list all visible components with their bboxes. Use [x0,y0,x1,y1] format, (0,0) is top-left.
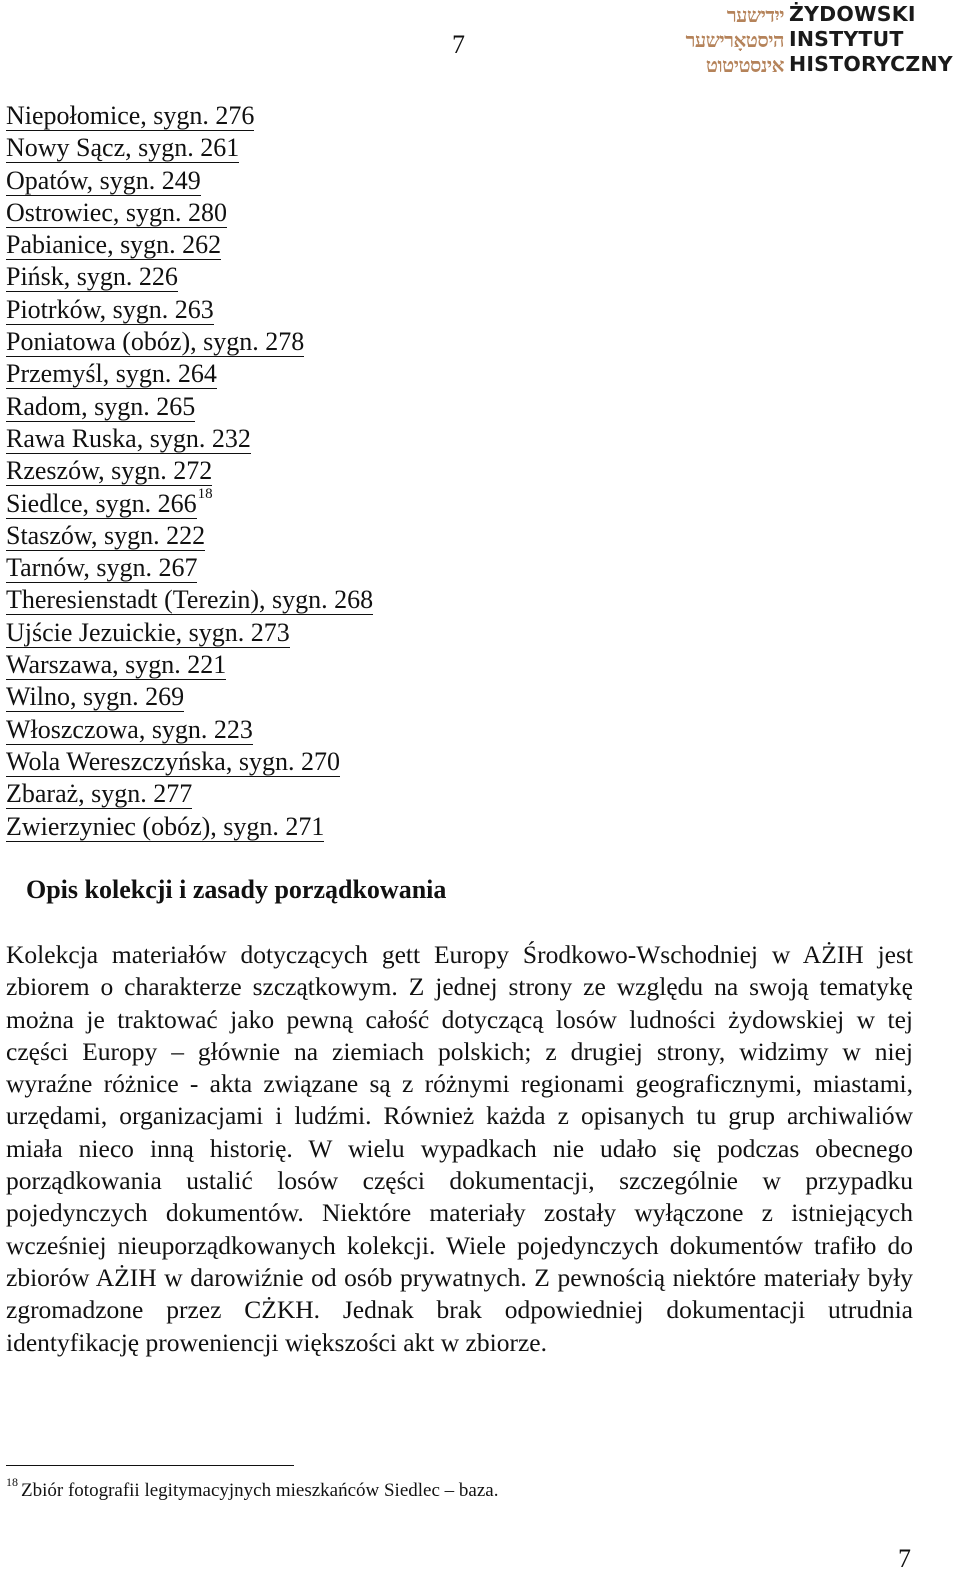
list-item[interactable] [6,485,373,520]
index-link[interactable]: Theresienstadt (Terezin), sygn. 268 [6,585,374,615]
page-number-bottom: 7 [898,1544,911,1573]
index-link[interactable]: Przemyśl, sygn. 264 [6,359,217,389]
logo-latin-text [789,2,958,77]
list-item[interactable] [6,584,373,616]
body-paragraph: Kolekcja materiałów dotyczących gett Europy Środkowo-Wschodniej w AŻIH jest zbiorem o charakterze szczątkowym. Z jednej strony ze względu na swoją tematykę można je traktować jako pewną całość dotyczącą losów ludności żydowskiej w tej części Europy – głównie na ziemiach polskich; z drugiej strony, widzimy w niej wyraźne różnice - akta związane są z różnymi regionami geograficznymi, miastami, urzędami, organizacjami i ludźmi. Również każda z opisanych tu grup archiwaliów miała nieco inną historię. W wielu wypadkach nie udało się podczas obecnego porządkowania ustalić losów części dokumentacji, szczególnie w przypadku pojedynczych dokumentów. Niektóre materiały zostały wyłączone z istniejących wcześniej nieuporządkowanych kolekcji. Wiele pojedynczych dokumentów trafiło do zbiorów AŻIH w darowiźnie od osób prywatnych. Z pewnością niektóre materiały były zgromadzone przez CŻKH. Jednak brak odpowiedniej dokumentacji utrudnia identyfikację proweniencji większości akt w zbiorze. [6,940,913,1357]
logo-latin-line-2: INSTYTUT [789,27,904,51]
section-heading: Opis kolekcji i zasady porządkowania [26,875,447,904]
index-link[interactable]: Pińsk, sygn. 226 [6,262,178,292]
logo-hebrew-text [622,2,784,80]
index-link[interactable]: Poniatowa (obóz), sygn. 278 [6,327,305,357]
page-number-top: 7 [452,30,465,59]
index-link[interactable]: Opatów, sygn. 249 [6,165,201,195]
list-item[interactable] [6,746,373,778]
logo-hebrew-line-3: אינסטיטוט [705,53,784,77]
index-link[interactable]: Rzeszów, sygn. 272 [6,456,213,486]
index-link[interactable]: Tarnów, sygn. 267 [6,553,198,583]
logo-hebrew-line-2: היסטאָרישער [685,28,784,52]
index-link[interactable]: Zwierzyniec (obóz), sygn. 271 [6,811,325,841]
footnote-text: Zbiór fotografii legitymacyjnych mieszkańców Siedlec – baza. [21,1480,499,1501]
list-item[interactable] [6,520,373,552]
list-item[interactable] [6,714,373,746]
zih-logo [622,2,958,80]
index-link[interactable]: Piotrków, sygn. 263 [6,294,214,324]
list-item[interactable] [6,294,373,326]
list-item[interactable] [6,552,373,584]
index-link[interactable]: Radom, sygn. 265 [6,391,196,421]
list-item[interactable] [6,617,373,649]
list-item[interactable] [6,391,373,423]
list-item[interactable] [6,326,373,358]
footnote-divider [6,1465,294,1466]
index-link[interactable]: Zbaraż, sygn. 277 [6,779,193,809]
index-link[interactable]: Warszawa, sygn. 221 [6,650,227,680]
list-item[interactable] [6,229,373,261]
logo-hebrew-line-1: ייִדישער [726,3,784,27]
list-item[interactable] [6,197,373,229]
collection-index-list [6,100,373,843]
index-link[interactable]: Wilno, sygn. 269 [6,682,185,712]
footnote [6,1474,499,1504]
index-link[interactable]: Siedlce, sygn. 266 [6,488,197,518]
list-item[interactable] [6,681,373,713]
list-item[interactable] [6,165,373,197]
index-link[interactable]: Rawa Ruska, sygn. 232 [6,423,251,453]
index-link[interactable]: Ujście Jezuickie, sygn. 273 [6,617,290,647]
list-item[interactable] [6,358,373,390]
index-link[interactable]: Nowy Sącz, sygn. 261 [6,133,240,163]
index-link[interactable]: Ostrowiec, sygn. 280 [6,197,227,227]
index-link[interactable]: Niepołomice, sygn. 276 [6,101,255,130]
footnote-number: 18 [6,1474,18,1489]
index-link[interactable]: Wola Wereszczyńska, sygn. 270 [6,746,340,776]
list-item[interactable] [6,100,373,132]
index-link[interactable]: Pabianice, sygn. 262 [6,230,222,260]
index-link[interactable]: Staszów, sygn. 222 [6,520,206,550]
logo-latin-line-1: ŻYDOWSKI [789,2,916,26]
list-item[interactable] [6,778,373,810]
list-item[interactable] [6,649,373,681]
list-item[interactable] [6,261,373,293]
list-item[interactable] [6,423,373,455]
footnote-reference[interactable]: 18 [197,485,213,502]
index-link[interactable]: Włoszczowa, sygn. 223 [6,714,253,744]
list-item[interactable] [6,455,373,487]
logo-latin-line-3: HISTORYCZNY [789,52,953,76]
list-item[interactable] [6,811,373,843]
list-item[interactable] [6,132,373,164]
